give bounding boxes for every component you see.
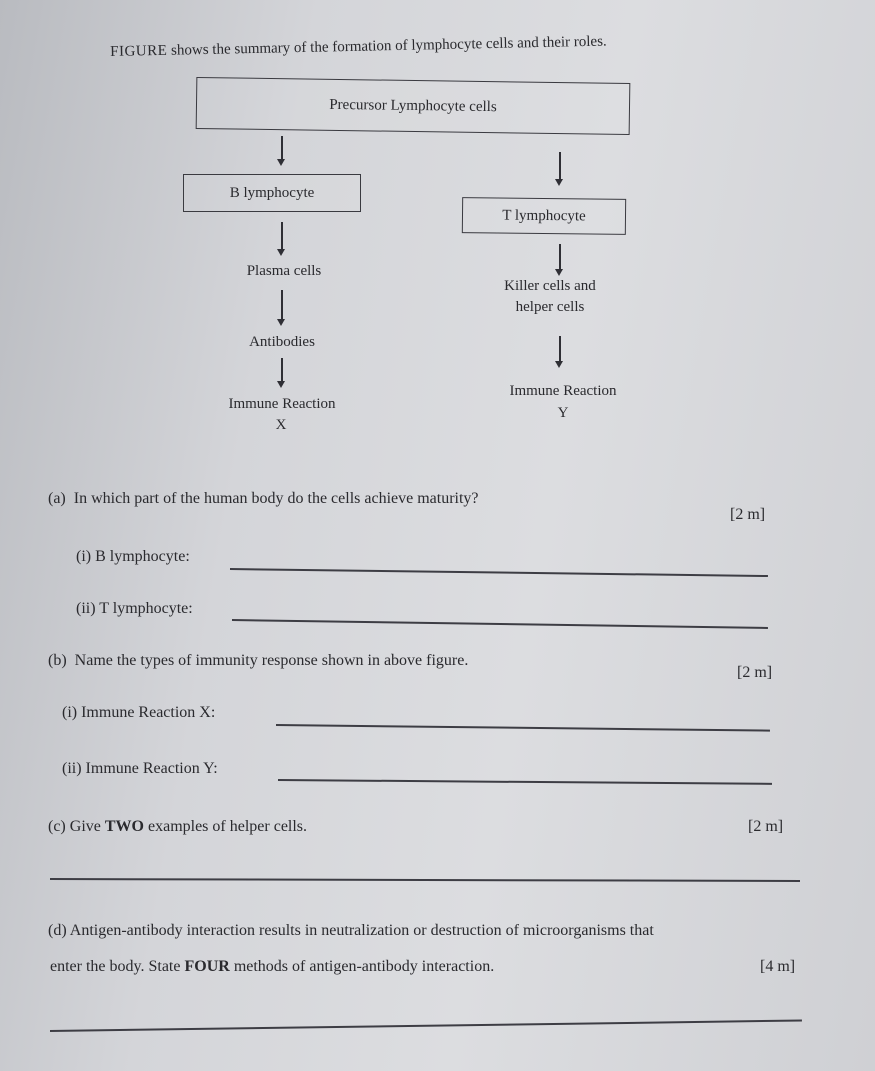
question-d-line1: (d) Antigen-antibody interaction results in neutralization or destruction of microorganisms that	[48, 922, 654, 939]
question-c-pre: (c) Give	[48, 818, 105, 835]
helper-cells-label: helper cells	[515, 299, 585, 315]
immune-reaction-y-label: Immune Reaction	[509, 383, 617, 399]
killer-cells-label: Killer cells and	[504, 278, 596, 294]
arrow-down-icon	[275, 136, 289, 166]
question-b-ii-label: (ii) Immune Reaction Y:	[62, 760, 218, 777]
answer-line[interactable]	[278, 779, 772, 784]
question-d-pre: enter the body. State	[50, 958, 185, 975]
question-a	[48, 490, 479, 508]
question-c-bold: TWO	[104, 818, 144, 835]
question-a-marks: [2 m]	[730, 506, 766, 523]
plasma-cells-label: Plasma cells	[246, 263, 322, 279]
label-x: X	[275, 417, 287, 433]
arrow-down-icon	[553, 336, 567, 368]
question-b	[48, 652, 468, 670]
intro-rest: shows the summary of the formation of lymphocyte cells and their roles.	[167, 33, 607, 59]
arrow-down-icon	[275, 290, 289, 326]
question-c-post: examples of helper cells.	[143, 818, 308, 835]
question-d-line2	[50, 958, 494, 976]
question-a-number: (a)	[48, 490, 66, 507]
precursor-box	[196, 77, 631, 135]
t-lymphocyte-box	[462, 197, 626, 235]
question-d-marks: [4 m]	[760, 958, 796, 975]
arrow-down-icon	[553, 244, 567, 276]
question-d-bold: FOUR	[184, 958, 230, 975]
b-lymphocyte-label: B lymphocyte	[229, 184, 315, 201]
antibodies-label: Antibodies	[249, 334, 315, 350]
question-b-i-label: (i) Immune Reaction X:	[62, 704, 216, 721]
question-a-text: In which part of the human body do the cells achieve maturity?	[73, 490, 479, 507]
answer-line[interactable]	[50, 1020, 802, 1032]
arrow-down-icon	[275, 358, 289, 388]
answer-line[interactable]	[276, 724, 770, 731]
question-a-ii-label: (ii) T lymphocyte:	[76, 600, 193, 617]
precursor-label: Precursor Lymphocyte cells	[329, 96, 497, 115]
question-b-text: Name the types of immunity response shown in above figure.	[74, 652, 469, 669]
b-lymphocyte-box	[183, 174, 361, 212]
intro-figure-word: FIGURE	[110, 42, 168, 60]
t-lymphocyte-label: T lymphocyte	[502, 207, 586, 224]
question-c	[48, 818, 307, 836]
question-c-marks: [2 m]	[748, 818, 784, 835]
question-b-marks: [2 m]	[737, 664, 773, 681]
answer-line[interactable]	[230, 568, 768, 577]
answer-line[interactable]	[50, 878, 800, 881]
arrow-down-icon	[553, 152, 567, 186]
arrow-down-icon	[275, 222, 289, 256]
intro-text	[110, 34, 607, 61]
question-a-i-label: (i) B lymphocyte:	[76, 548, 190, 565]
question-d-post: methods of antigen-antibody interaction.	[229, 958, 495, 975]
answer-line[interactable]	[232, 619, 768, 628]
immune-reaction-x-label: Immune Reaction	[228, 396, 336, 412]
label-y: Y	[557, 405, 569, 421]
question-b-number: (b)	[48, 652, 67, 669]
